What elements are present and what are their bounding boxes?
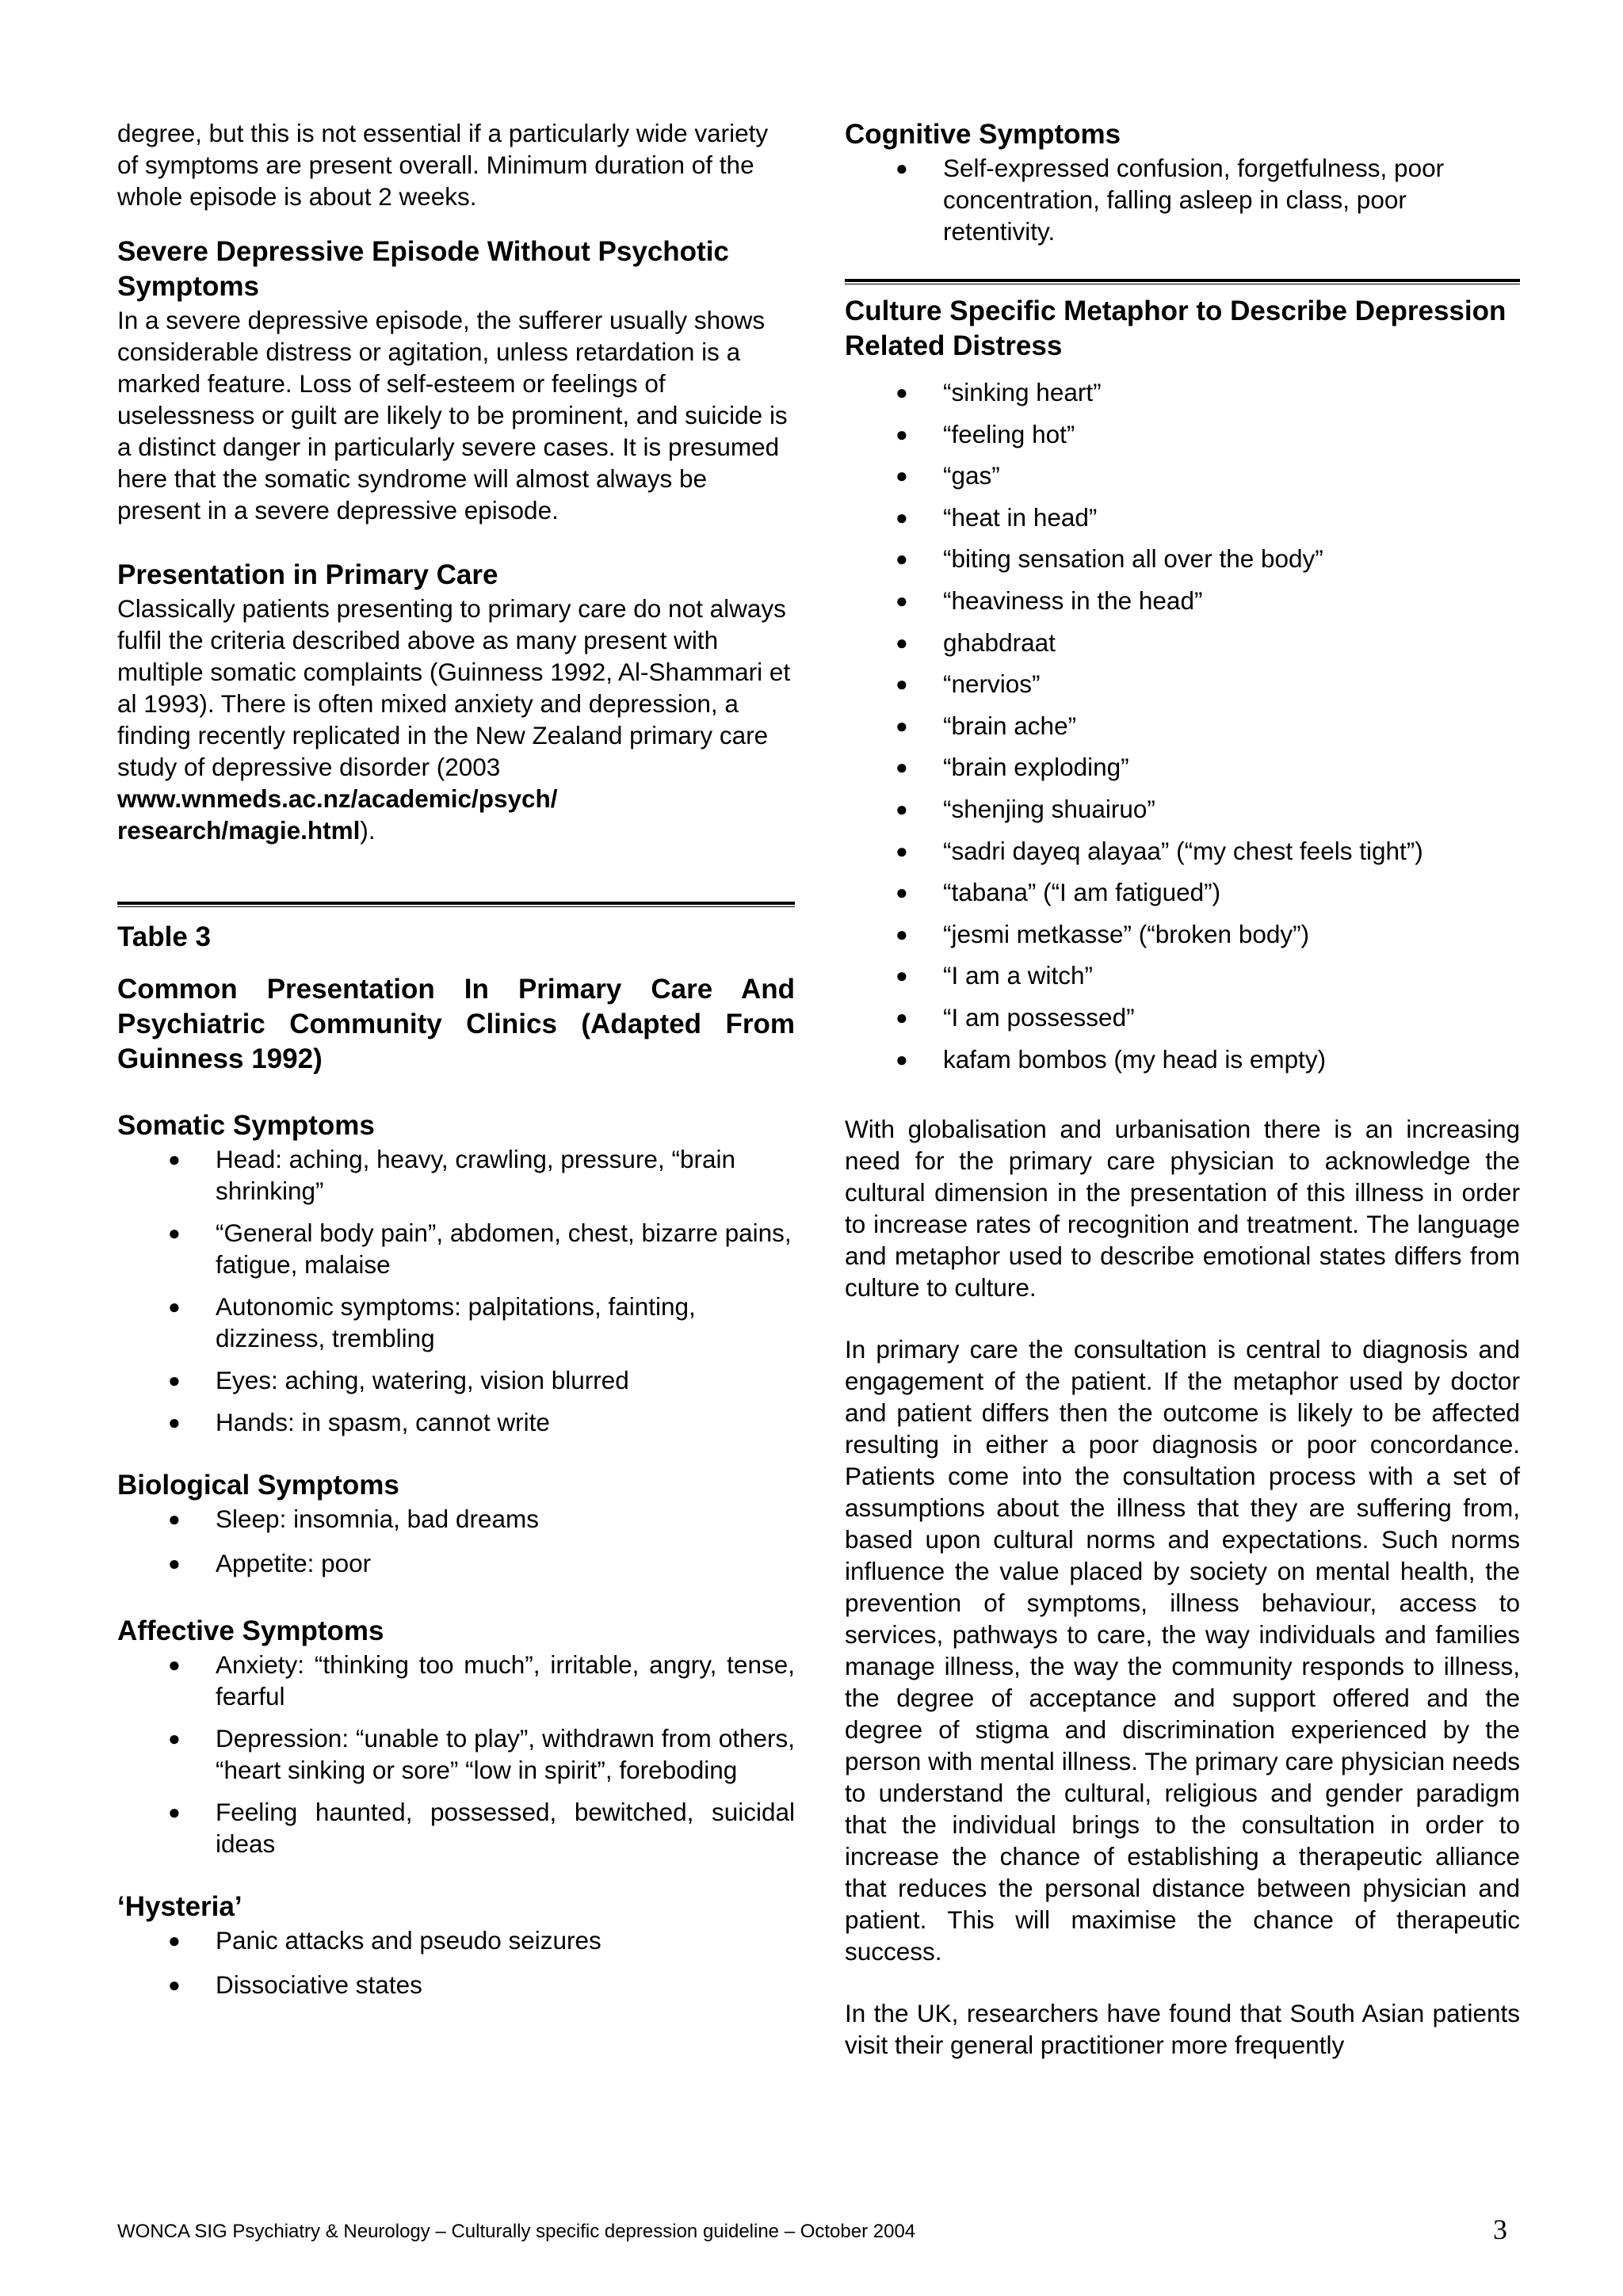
list-item: ● “gas” — [896, 461, 1000, 490]
intro-paragraph: degree, but this is not essential if a particularly wide variety of symptoms are present overall. Minimum duration of the whole episode is about 2 weeks. — [117, 119, 769, 211]
bullet-icon: ● — [168, 1551, 181, 1575]
list-item: ● Feeling haunted, possessed, bewitched, suicidal ideas — [168, 1798, 795, 1858]
uk-research-paragraph: In the UK, researchers have found that South Asian patients visit their general practitioner more frequently — [845, 1999, 1520, 2060]
page-footer: WONCA SIG Psychiatry & Neurology – Culturally specific depression guideline – October 2004 — [117, 2221, 916, 2242]
hysteria-heading: ‘Hysteria’ — [117, 1891, 242, 1922]
somatic-symptoms-heading: Somatic Symptoms — [117, 1110, 375, 1141]
primary-care-text-end: ). — [360, 816, 376, 845]
bullet-icon: ● — [896, 755, 908, 780]
primary-care-text: Classically patients presenting to primary care do not always fulfil the criteria described above as many present with multiple somatic complaints (Guinness 1992, Al-Shammari et al 1993). There is often mixed anxiety and depression, a finding recently replicated in the New Zealand primary care study of depressive disorder (2003 — [117, 594, 791, 781]
bullet-icon: ● — [896, 713, 908, 738]
severe-episode-paragraph: In a severe depressive episode, the sufferer usually shows considerable distress or agitation, unless retardation is a marked feature. Loss of self-esteem or feelings of uselessness or guilt are likely to be prominent, and suicide is a distinct danger in particularly severe cases. It is presumed here that the somatic syndrome will almost always be present in a severe depressive episode. — [117, 306, 788, 524]
bullet-icon: ● — [168, 1973, 181, 1997]
list-item: ● kafam bombos (my head is empty) — [896, 1044, 1327, 1074]
culture-metaphor-list — [845, 376, 1520, 1085]
bullet-icon: ● — [896, 1047, 908, 1071]
bullet-icon: ● — [896, 838, 908, 863]
list-item: ● “shenjing shuairuo” — [896, 794, 1155, 823]
list-item: ● Dissociative states — [168, 1970, 422, 1999]
list-item: ● “heaviness in the head” — [896, 585, 1203, 615]
biological-symptoms-list — [117, 1503, 795, 1579]
table-separator-rule — [117, 902, 795, 907]
bullet-icon: ● — [168, 1147, 181, 1171]
list-item: ● “tabana” (“I am fatigued”) — [896, 878, 1221, 907]
list-item: ● “I am possessed” — [896, 1002, 1135, 1032]
section-separator-rule — [845, 279, 1520, 284]
bullet-icon: ● — [896, 880, 908, 905]
bullet-icon: ● — [168, 1928, 181, 1952]
list-item: ● “biting sensation all over the body” — [896, 544, 1323, 574]
somatic-symptoms-list — [117, 1143, 795, 1438]
bullet-icon: ● — [896, 630, 908, 654]
list-item: ● Autonomic symptoms: palpitations, fainting, dizziness, trembling — [168, 1292, 696, 1352]
bullet-icon: ● — [168, 1653, 181, 1676]
list-item: ● Head: aching, heavy, crawling, pressure, “brain shrinking” — [168, 1145, 735, 1205]
bullet-icon: ● — [896, 1005, 908, 1029]
primary-care-heading: Presentation in Primary Care — [117, 559, 498, 590]
cognitive-symptoms-list — [845, 152, 1520, 247]
bullet-icon: ● — [168, 1295, 181, 1318]
consultation-paragraph: In primary care the consultation is central to diagnosis and engagement of the patient. If the metaphor used by doctor and patient differs then the outcome is likely to be affected resulting in either a poor diagnosis or poor concordance. Patients come into the consultation process with a set of assumptions about the illness that they are suffering from, based upon cultural norms and expectations. Such norms influence the value placed by society on mental health, the prevention of symptoms, illness behaviour, access to services, pathways to care, the way individuals and families manage illness, the way the community responds to illness, the degree of acceptance and support offered and the degree of stigma and discrimination experienced by the person with mental illness. The primary care physician needs to understand the cultural, religious and gender paradigm that the individual brings to the consultation in order to increase the chance of establishing a therapeutic alliance that reduces the personal distance between physician and patient. This will maximise the chance of therapeutic success. — [845, 1335, 1520, 1966]
severe-episode-heading: Severe Depressive Episode Without Psychotic Symptoms — [117, 236, 729, 302]
table-title: Common Presentation In Primary Care And Psychiatric Community Clinics (Adapted From Guinness 1992) — [117, 974, 795, 1074]
study-link-text: www.wnmeds.ac.nz/academic/psych/ research/magie.html — [117, 784, 558, 845]
bullet-icon: ● — [896, 421, 908, 446]
list-item: ● Anxiety: “thinking too much”, irritable, angry, tense, fearful — [168, 1650, 795, 1711]
hysteria-list — [117, 1924, 795, 2000]
list-item: ● “General body pain”, abdomen, chest, bizarre pains, fatigue, malaise — [168, 1219, 792, 1279]
bullet-icon: ● — [896, 588, 908, 612]
table-label: Table 3 — [117, 921, 212, 952]
right-column — [845, 117, 1520, 2061]
biological-symptoms-heading: Biological Symptoms — [117, 1470, 399, 1501]
culture-metaphor-heading: Culture Specific Metaphor to Describe Depression Related Distress — [845, 296, 1507, 361]
bullet-icon: ● — [168, 1221, 181, 1245]
list-item: ● Sleep: insomnia, bad dreams — [168, 1505, 539, 1533]
list-item: ● Depression: “unable to play”, withdrawn from others, “heart sinking or sore” “low in spirit”, foreboding — [168, 1724, 795, 1784]
list-item: ● Appetite: poor — [168, 1549, 372, 1577]
bullet-icon: ● — [896, 380, 908, 404]
cognitive-symptoms-heading: Cognitive Symptoms — [845, 119, 1121, 150]
list-item: ● “feeling hot” — [896, 419, 1075, 448]
list-item: ● “jesmi metkasse” (“broken body”) — [896, 919, 1310, 948]
list-item: ● ghabdraat — [896, 627, 1056, 657]
bullet-icon: ● — [896, 505, 908, 529]
list-item: ● Hands: in spasm, cannot write — [168, 1408, 550, 1436]
bullet-icon: ● — [168, 1368, 181, 1392]
list-item: ● Self-expressed confusion, forgetfulness, poor concentration, falling asleep in class, poor retentivity. — [896, 154, 1445, 246]
bullet-icon: ● — [168, 1726, 181, 1750]
bullet-icon: ● — [896, 672, 908, 696]
list-item: ● “brain ache” — [896, 711, 1077, 740]
bullet-icon: ● — [896, 156, 908, 180]
list-item: ● “I am a witch” — [896, 961, 1094, 990]
bullet-icon: ● — [896, 796, 908, 821]
bullet-icon: ● — [896, 463, 908, 488]
bullet-icon: ● — [896, 921, 908, 946]
bullet-icon: ● — [168, 1410, 181, 1434]
bullet-icon: ● — [168, 1507, 181, 1531]
list-item: ● “sinking heart” — [896, 378, 1102, 406]
list-item: ● Eyes: aching, watering, vision blurred — [168, 1366, 629, 1394]
list-item: ● “sadri dayeq alayaa” (“my chest feels tight”) — [896, 836, 1423, 865]
affective-symptoms-list — [117, 1649, 795, 1859]
bullet-icon: ● — [896, 963, 908, 988]
bullet-icon: ● — [168, 1800, 181, 1824]
list-item: ● “nervios” — [896, 669, 1041, 699]
primary-care-paragraph — [117, 593, 795, 846]
affective-symptoms-heading: Affective Symptoms — [117, 1615, 384, 1646]
list-item: ● Panic attacks and pseudo seizures — [168, 1926, 601, 1955]
left-column — [117, 117, 795, 2011]
list-item: ● “heat in head” — [896, 502, 1098, 532]
page-number: 3 — [1493, 2214, 1507, 2245]
list-item: ● “brain exploding” — [896, 753, 1129, 782]
globalisation-paragraph: With globalisation and urbanisation there is an increasing need for the primary care physician to acknowledge the cultural dimension in the presentation of this illness in order to increase rates of recognition and treatment. The language and metaphor used to describe emotional states differs from culture to culture. — [845, 1115, 1520, 1302]
bullet-icon: ● — [896, 547, 908, 571]
